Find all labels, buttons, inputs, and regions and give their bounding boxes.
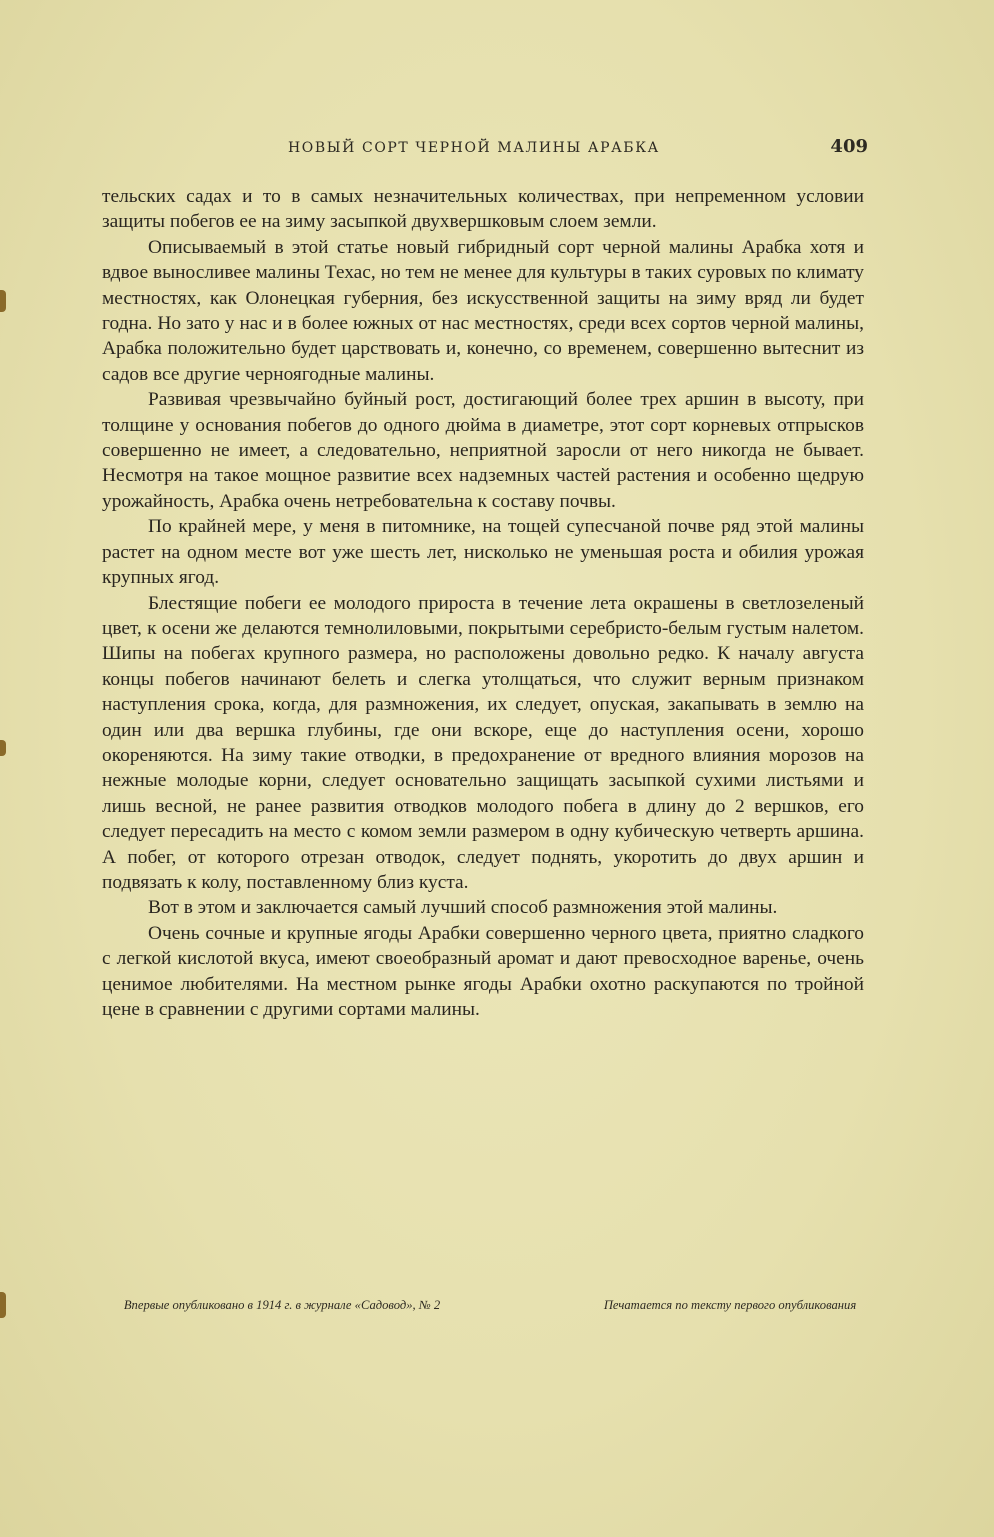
- paragraph: Очень сочные и крупные ягоды Арабки совершенно черного цвета, приятно сладкого с легкой кислотой вкуса, имеют своеобразный аромат и дают превосходное варенье, очень ценимое любителями. На местном рынке ягоды Арабки охотно раскупаются по тройной цене в сравнении с другими сортами малины.: [102, 922, 864, 1020]
- page-header: [102, 138, 868, 162]
- paragraph: тельских садах и то в самых незначительных количествах, при непременном условии защиты побегов ее на зиму засыпкой двухвершковым слоем земли.: [102, 186, 864, 233]
- page-number: 409: [830, 136, 868, 157]
- running-title: НОВЫЙ СОРТ ЧЕРНОЙ МАЛИНЫ АРАБКА: [288, 140, 660, 156]
- paragraph: Развивая чрезвычайно буйный рост, достигающий более трех аршин в высоту, при толщине у основания побегов до одного дюйма в диаметре, этот сорт корневых отпрысков совершенно не имеет, а следовательно, неприятной заросли от него никогда не бывает. Несмотря на такое мощное развитие всех надземных частей растения и особенно щедрую урожайность, Арабка очень нетребовательна к составу почвы.: [102, 389, 864, 512]
- paragraph: Описываемый в этой статье новый гибридный сорт черной малины Арабка хотя и вдвое выносливее малины Техас, но тем не менее для культуры в таких суровых по климату местностях, как Олонецкая губерния, без искусственной защиты на зиму вряд ли будет годна. Но зато у нас и в более южных от нас местностях, среди всех сортов черной малины, Арабка положительно будет царствовать и, конечно, со временем, совершенно вытеснит из садов все другие черноягодные малины.: [102, 236, 864, 385]
- source-notes: [102, 1298, 864, 1338]
- paragraph: По крайней мере, у меня в питомнике, на тощей супесчаной почве ряд этой малины растет на одном месте вот уже шесть лет, нисколько не уменьшая роста и обилия урожая крупных ягод.: [102, 516, 864, 589]
- page-edge-mark: [0, 290, 6, 312]
- reprint-note: Печатается по тексту первого опубликования: [603, 1298, 857, 1312]
- page-edge-mark: [0, 1292, 6, 1318]
- article-body: [102, 184, 864, 1022]
- page-edge-mark: [0, 740, 6, 756]
- paragraph: Блестящие побеги ее молодого прироста в течение лета окрашены в светлозеленый цвет, к осени же делаются темнолиловыми, покрытыми серебристо-белым густым налетом. Шипы на побегах крупного размера, но расположены довольно редко. К началу августа концы побегов начинают белеть и слегка утолщаться, что служит верным признаком наступления срока, когда, для размножения, их следует, опуская, закапывать в землю на один или два вершка глубины, где они вскоре, еще до наступления осени, хорошо окореняются. На зиму такие отводки, в предохранение от вредного влияния морозов на нежные молодые корни, следует основательно защищать засыпкой сухими листьями и лишь весной, не ранее развития отводков молодого побега в длину до 2 вершков, его следует пересадить на место с комом земли размером в одну кубическую четверть аршина. А побег, от которого отрезан отводок, следует поднять, укоротить до двух аршин и подвязать к колу, поставленному близ куста.: [102, 592, 864, 893]
- publication-note: Впервые опубликовано в 1914 г. в журнале «Садовод», № 2: [123, 1298, 441, 1312]
- paragraph: Вот в этом и заключается самый лучший способ размножения этой малины.: [148, 897, 778, 919]
